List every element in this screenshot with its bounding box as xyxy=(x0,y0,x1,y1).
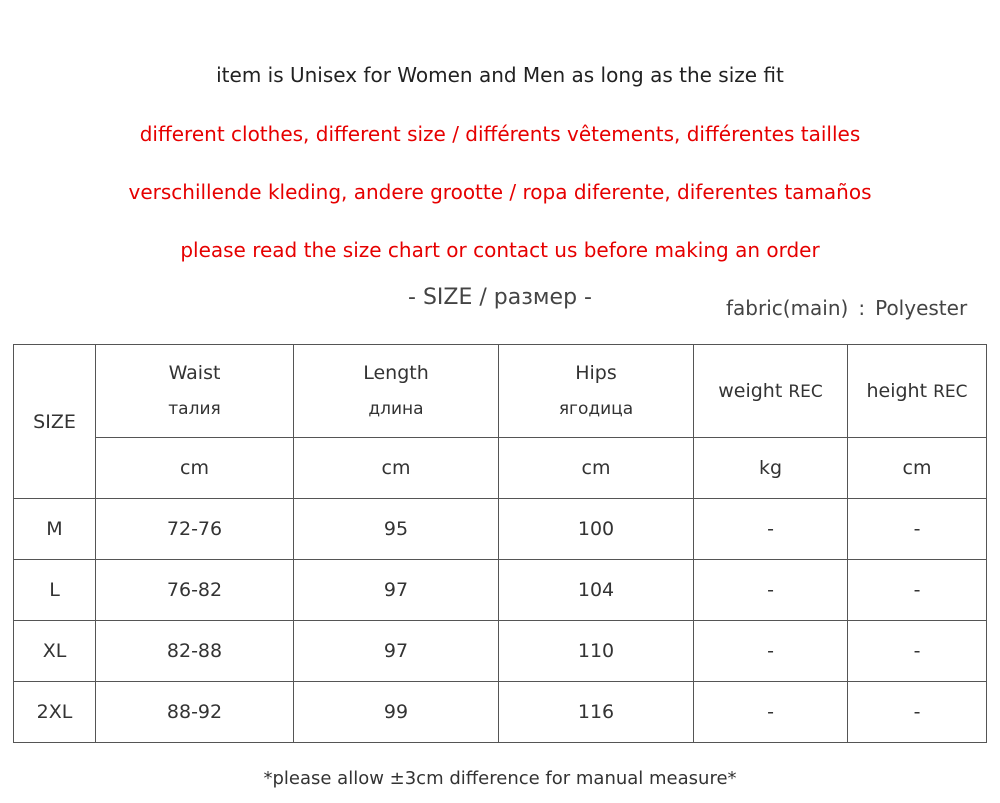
waist-header-cell xyxy=(96,345,294,438)
height-cell: - xyxy=(848,682,987,743)
fabric-separator: : xyxy=(858,296,866,320)
waist-cell: 82-88 xyxy=(96,621,294,682)
table-header-row xyxy=(14,345,987,438)
length-header-sub: длина xyxy=(368,399,424,419)
length-cell: 97 xyxy=(294,621,499,682)
size-chart-title: - SIZE / размер - xyxy=(408,285,592,310)
height-header-cell xyxy=(848,345,987,438)
length-cell: 97 xyxy=(294,560,499,621)
height-header-label: height xyxy=(866,380,928,402)
waist-unit-cell: cm xyxy=(96,438,294,499)
hips-cell: 104 xyxy=(499,560,694,621)
hips-cell: 100 xyxy=(499,499,694,560)
hips-cell: 116 xyxy=(499,682,694,743)
weight-header-cell xyxy=(694,345,848,438)
hips-header-cell xyxy=(499,345,694,438)
fabric-info xyxy=(726,296,967,320)
waist-cell: 72-76 xyxy=(96,499,294,560)
size-cell: XL xyxy=(14,621,96,682)
size-cell: 2XL xyxy=(14,682,96,743)
size-warning-en-fr: different clothes, different size / différents vêtements, différentes tailles xyxy=(139,122,861,146)
waist-cell: 76-82 xyxy=(96,560,294,621)
waist-cell: 88-92 xyxy=(96,682,294,743)
table-row xyxy=(14,682,987,743)
length-header-label: Length xyxy=(363,362,429,384)
size-chart-table xyxy=(13,344,987,743)
size-warning-nl-es: verschillende kleding, andere grootte / ropa diferente, diferentes tamaños xyxy=(128,180,872,204)
height-header-rec: REC xyxy=(933,382,968,402)
fabric-value: Polyester xyxy=(875,296,968,320)
length-unit-cell: cm xyxy=(294,438,499,499)
hips-header-label: Hips xyxy=(575,362,617,384)
table-row xyxy=(14,560,987,621)
length-cell: 99 xyxy=(294,682,499,743)
table-row xyxy=(14,499,987,560)
fabric-label: fabric(main) xyxy=(726,296,849,320)
weight-cell: - xyxy=(694,621,848,682)
hips-header-sub: ягодица xyxy=(558,399,634,419)
size-header-cell xyxy=(14,345,96,499)
height-cell: - xyxy=(848,560,987,621)
length-header-cell xyxy=(294,345,499,438)
waist-header-label: Waist xyxy=(168,362,221,384)
weight-cell: - xyxy=(694,560,848,621)
size-cell: L xyxy=(14,560,96,621)
table-row xyxy=(14,621,987,682)
weight-unit-cell: kg xyxy=(694,438,848,499)
size-cell: M xyxy=(14,499,96,560)
length-cell: 95 xyxy=(294,499,499,560)
hips-unit-cell: cm xyxy=(499,438,694,499)
weight-cell: - xyxy=(694,682,848,743)
height-cell: - xyxy=(848,499,987,560)
weight-header-label: weight xyxy=(718,380,783,402)
height-cell: - xyxy=(848,621,987,682)
waist-header-sub: талия xyxy=(168,399,221,419)
weight-header-rec: REC xyxy=(788,382,823,402)
hips-cell: 110 xyxy=(499,621,694,682)
size-header-label: SIZE xyxy=(33,410,76,433)
unisex-note: item is Unisex for Women and Men as long as the size fit xyxy=(216,63,784,87)
table-unit-row xyxy=(14,438,987,499)
height-unit-cell: cm xyxy=(848,438,987,499)
measurement-footnote: *please allow ±3cm difference for manual measure* xyxy=(263,768,737,789)
order-advice: please read the size chart or contact us before making an order xyxy=(180,238,820,262)
weight-cell: - xyxy=(694,499,848,560)
